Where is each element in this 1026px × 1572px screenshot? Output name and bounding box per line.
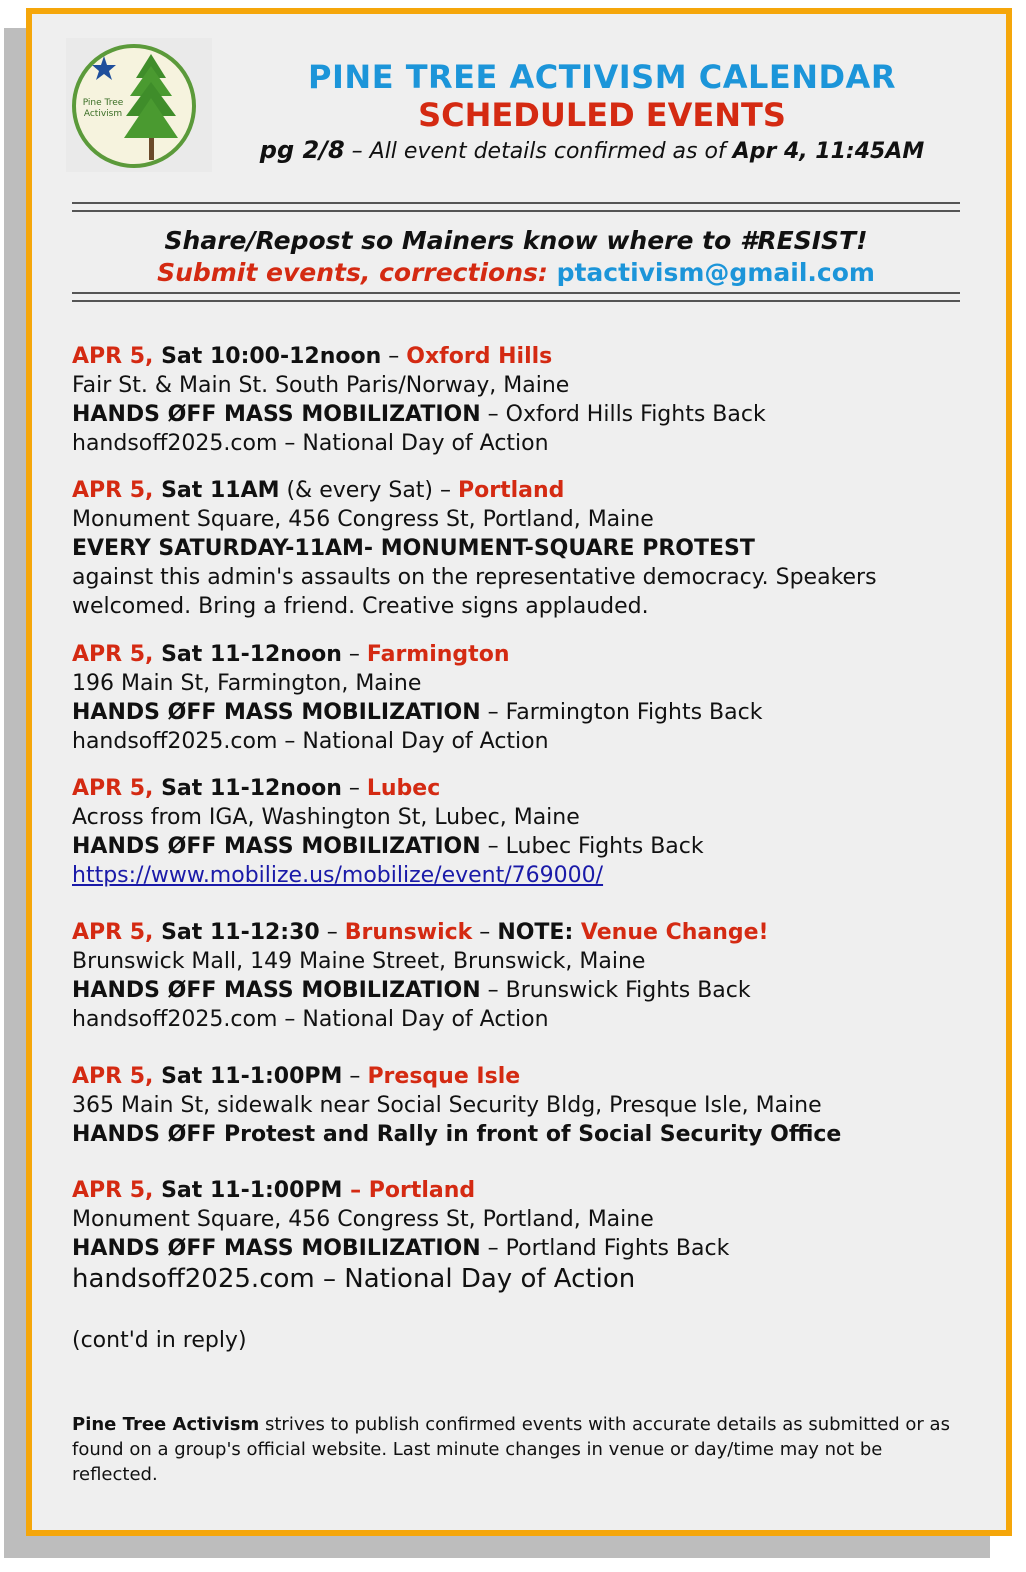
event-header — [72, 1176, 972, 1205]
page-title: PINE TREE ACTIVISM CALENDAR — [308, 58, 896, 96]
event-address: Across from IGA, Washington St, Lubec, Maine — [72, 805, 580, 830]
event-header — [72, 774, 972, 803]
venue-change-note: Venue Change! — [580, 920, 769, 945]
event-description: against this admin's assaults on the representative democracy. Speakers welcomed. Bring a friend. Creative signs applauded. — [72, 565, 877, 619]
page-number: pg 2/8 — [259, 136, 345, 164]
event-time: Sat 11-12noon — [153, 776, 342, 801]
event-time: Sat 11-1:00PM — [153, 1178, 343, 1203]
event-header — [72, 476, 972, 505]
event-title: HANDS ØFF Protest and Rally in front of Social Security Office — [72, 1122, 842, 1147]
event-item — [72, 1176, 972, 1295]
event-time: Sat 11-12:30 — [153, 920, 320, 945]
event-item — [72, 774, 972, 890]
event-item — [72, 1062, 972, 1149]
event-date: APR 5, — [72, 920, 154, 945]
submit-message — [72, 258, 960, 287]
event-date: APR 5, — [72, 776, 154, 801]
separator: – — [433, 478, 459, 503]
event-address: Brunswick Mall, 149 Maine Street, Brunswick, Maine — [72, 949, 646, 974]
event-location: Farmington — [366, 642, 510, 667]
submit-label: Submit events, corrections: — [157, 258, 557, 287]
event-address: Monument Square, 456 Congress St, Portland, Maine — [72, 507, 654, 532]
separator: – — [341, 642, 367, 667]
separator: – — [342, 1178, 369, 1203]
event-address: Fair St. & Main St. South Paris/Norway, Maine — [72, 373, 570, 398]
event-title: HANDS ØFF MASS MOBILIZATION — [72, 1236, 481, 1261]
event-date: APR 5, — [72, 344, 154, 369]
event-location: Presque Isle — [367, 1064, 521, 1089]
event-header — [72, 918, 972, 947]
pine-tree-logo — [66, 38, 212, 172]
event-title: EVERY SATURDAY-11AM- MONUMENT-SQUARE PROTEST — [72, 536, 755, 561]
event-title: HANDS ØFF MASS MOBILIZATION — [72, 834, 481, 859]
event-address: Monument Square, 456 Congress St, Portland, Maine — [72, 1207, 654, 1232]
event-location: Brunswick — [344, 920, 473, 945]
event-address: 365 Main St, sidewalk near Social Security Bldg, Presque Isle, Maine — [72, 1093, 822, 1118]
event-header — [72, 342, 972, 371]
event-name — [72, 1234, 972, 1263]
page-info — [212, 136, 972, 164]
event-date: APR 5, — [72, 1178, 154, 1203]
event-header — [72, 640, 972, 669]
separator: – — [341, 776, 367, 801]
event-time: Sat 11AM — [153, 478, 280, 503]
event-organizer: – Portland Fights Back — [480, 1236, 730, 1261]
confirmed-text: – All event details confirmed as of — [344, 139, 733, 164]
event-name — [72, 976, 972, 1005]
page-subtitle: SCHEDULED EVENTS — [418, 96, 786, 134]
event-time-note: (& every Sat) — [279, 478, 434, 503]
event-location: Oxford Hills — [406, 344, 553, 369]
event-date: APR 5, — [72, 1064, 154, 1089]
event-extra: handsoff2025.com – National Day of Action — [72, 431, 549, 456]
event-location: Portland — [368, 1178, 476, 1203]
logo-text: Pine Tree Activism — [82, 98, 124, 119]
event-organizer: – Lubec Fights Back — [480, 834, 704, 859]
event-extra: handsoff2025.com – National Day of Action — [72, 1264, 636, 1294]
event-location: Portland — [458, 478, 565, 503]
event-name — [72, 400, 972, 429]
confirmed-date: Apr 4, 11:45AM — [732, 139, 925, 164]
event-time: Sat 11-1:00PM — [153, 1064, 343, 1089]
event-name — [72, 698, 972, 727]
separator: – — [342, 1064, 368, 1089]
event-title: HANDS ØFF MASS MOBILIZATION — [72, 402, 481, 427]
disclaimer — [72, 1412, 952, 1487]
event-address: 196 Main St, Farmington, Maine — [72, 671, 422, 696]
divider-top — [72, 202, 960, 212]
event-time: Sat 11-12noon — [153, 642, 342, 667]
event-title: HANDS ØFF MASS MOBILIZATION — [72, 978, 481, 1003]
event-organizer: – Oxford Hills Fights Back — [480, 402, 766, 427]
share-message: Share/Repost so Mainers know where to #RESIST! — [164, 226, 868, 255]
event-name — [72, 832, 972, 861]
separator: – — [319, 920, 345, 945]
event-organizer: – Brunswick Fights Back — [480, 978, 751, 1003]
email-link[interactable]: ptactivism@gmail.com — [556, 258, 875, 287]
disclaimer-text: strives to publish confirmed events with accurate details as submitted or as found on a group's official website. Last minute changes in venue or day/time may not be reflected. — [72, 1414, 950, 1485]
disclaimer-org: Pine Tree Activism — [72, 1414, 260, 1435]
event-item — [72, 342, 972, 458]
event-date: APR 5, — [72, 642, 154, 667]
event-item — [72, 640, 972, 756]
continued-note: (cont'd in reply) — [72, 1328, 247, 1353]
divider-bottom — [72, 292, 960, 302]
event-organizer: – Farmington Fights Back — [480, 700, 763, 725]
event-header — [72, 1062, 972, 1091]
event-extra: handsoff2025.com – National Day of Action — [72, 729, 549, 754]
event-link[interactable]: https://www.mobilize.us/mobilize/event/769000/ — [72, 863, 604, 888]
note-label: NOTE: — [497, 920, 581, 945]
event-time: Sat 10:00-12noon — [153, 344, 382, 369]
event-date: APR 5, — [72, 478, 154, 503]
separator: – — [472, 920, 498, 945]
event-extra: handsoff2025.com – National Day of Action — [72, 1007, 549, 1032]
event-item — [72, 476, 972, 621]
event-title: HANDS ØFF MASS MOBILIZATION — [72, 700, 481, 725]
flyer-frame — [26, 8, 1012, 1536]
separator: – — [381, 344, 407, 369]
event-location: Lubec — [366, 776, 441, 801]
event-item — [72, 918, 972, 1034]
